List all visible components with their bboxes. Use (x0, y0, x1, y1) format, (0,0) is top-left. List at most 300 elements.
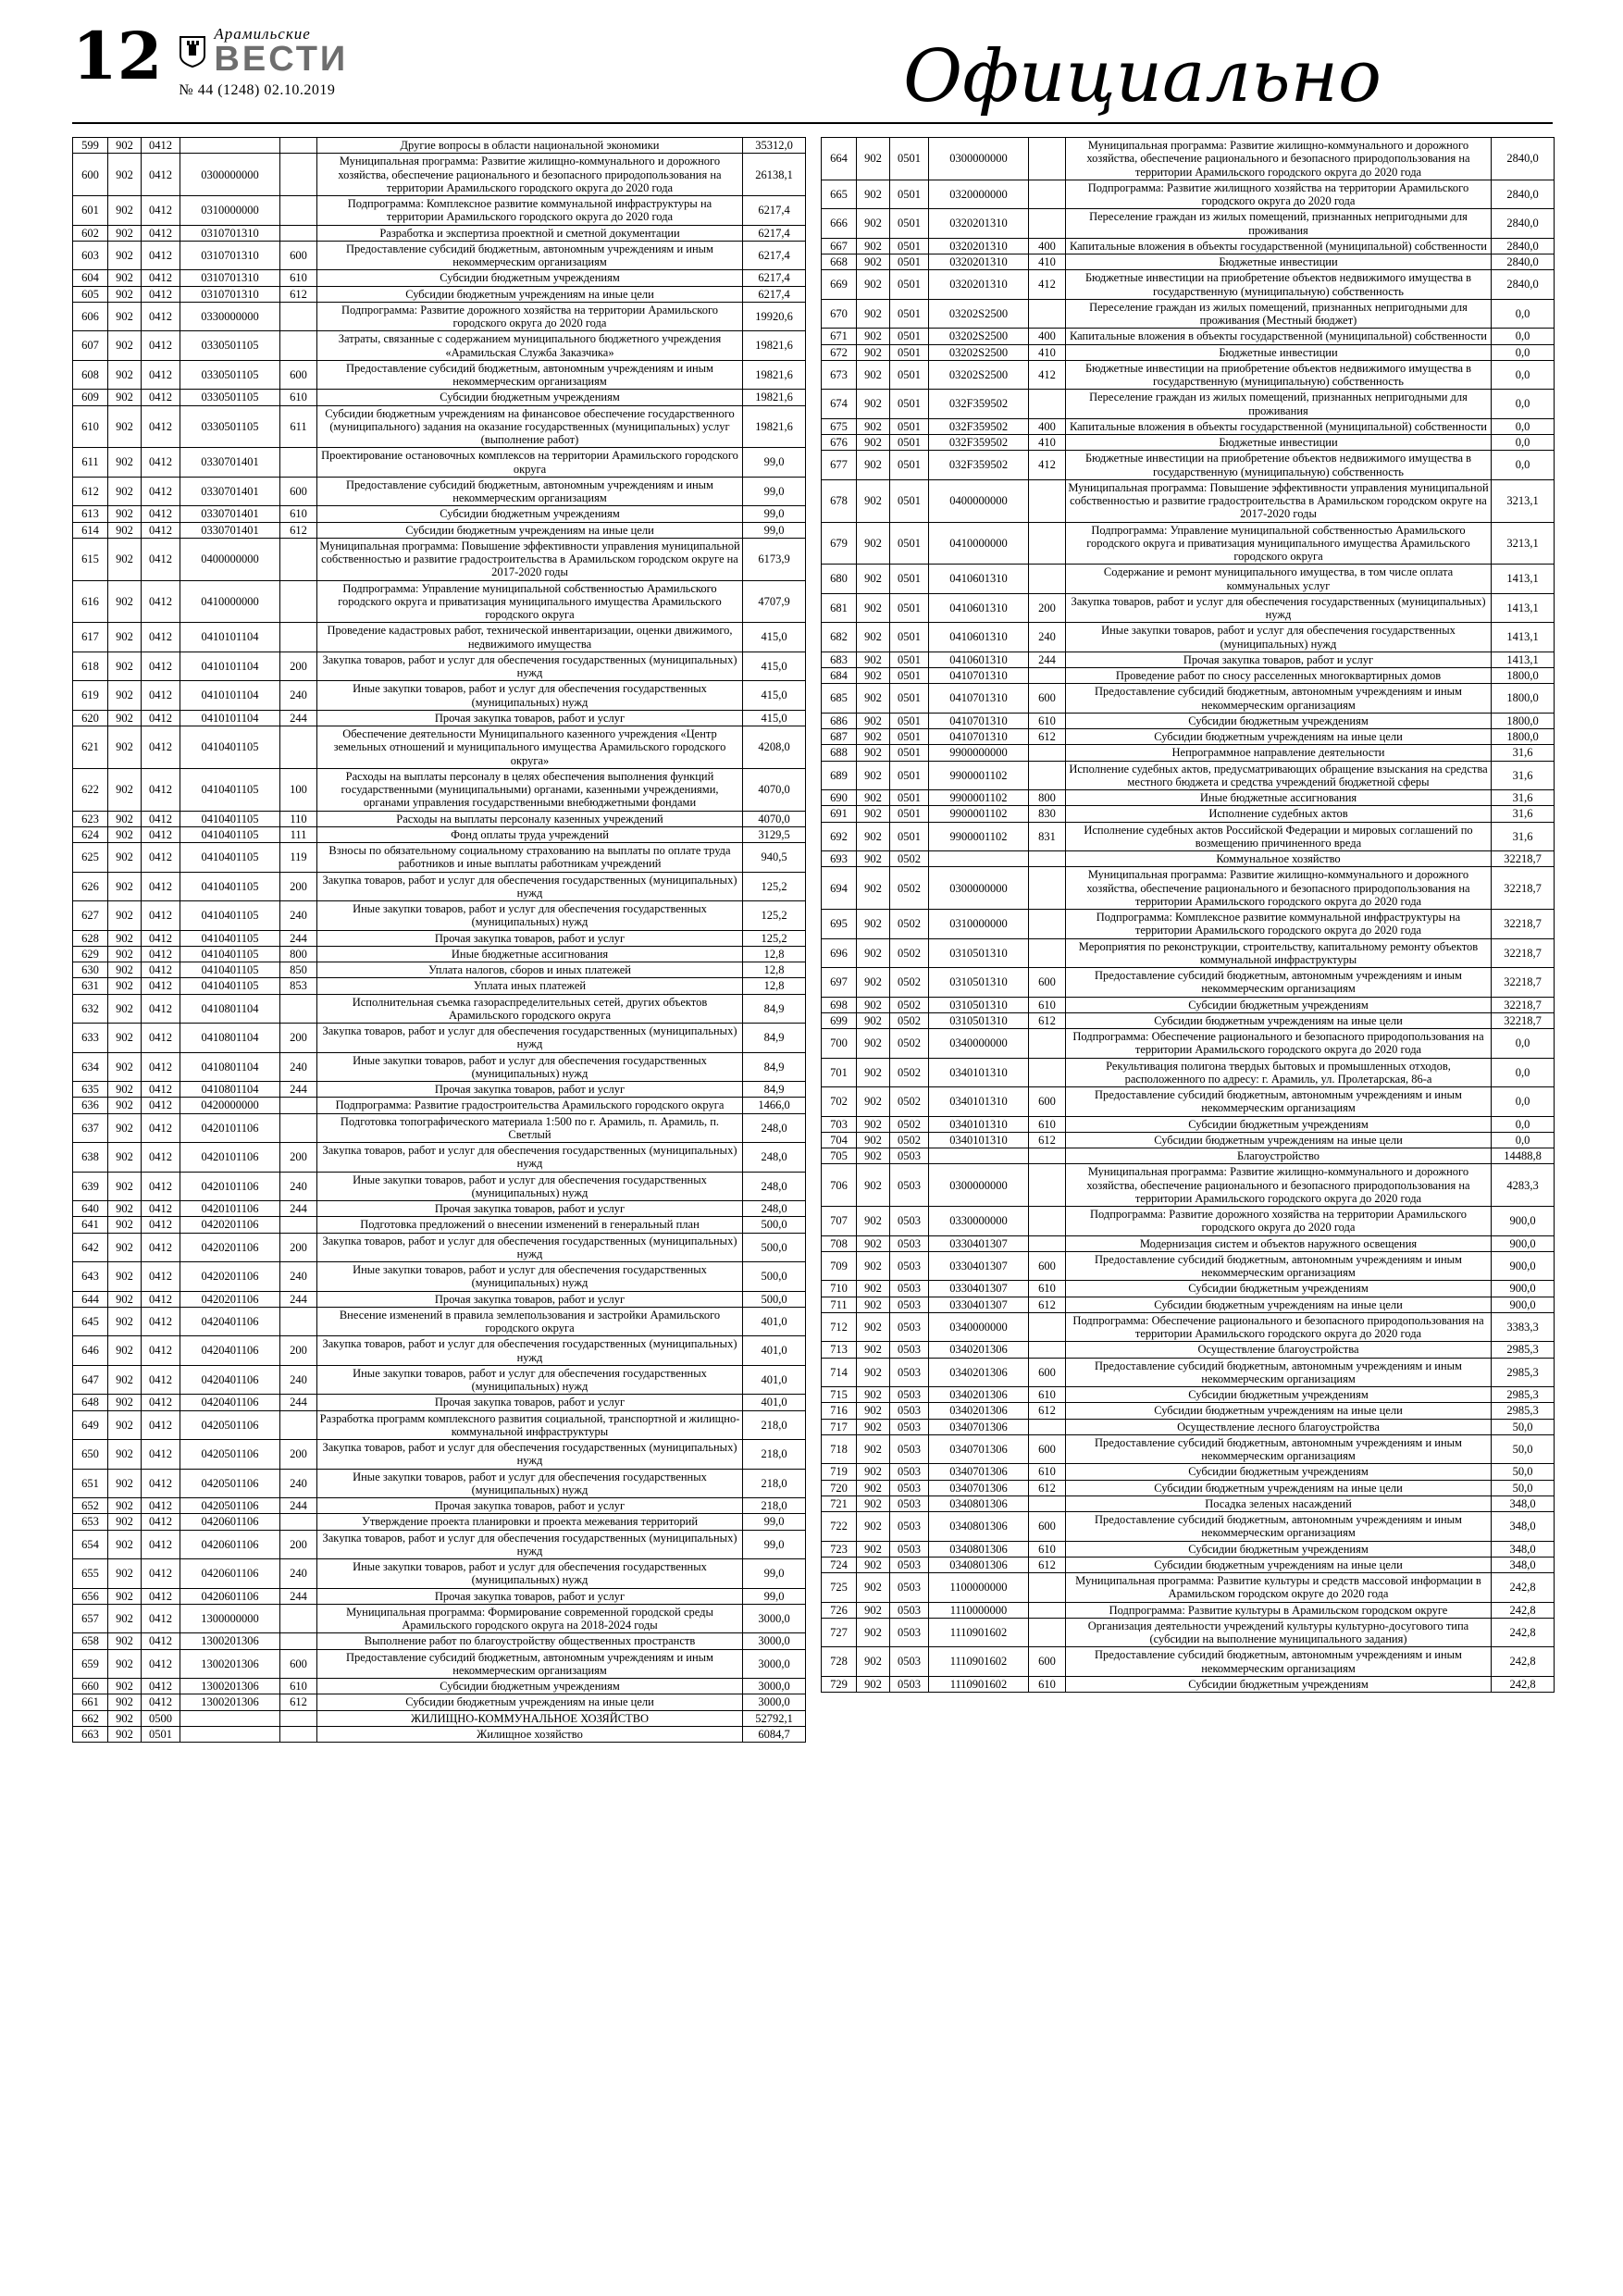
table-row (822, 822, 1555, 851)
cell-target-article: 0330701401 (180, 506, 280, 522)
cell-target-article: 0420101106 (180, 1113, 280, 1143)
table-row (822, 1358, 1555, 1387)
cell-grbs-code: 902 (108, 1710, 142, 1726)
cell-grbs-code: 902 (108, 405, 142, 448)
cell-expense-type (1029, 1164, 1066, 1207)
cell-target-article: 0420101106 (180, 1201, 280, 1217)
cell-row-no: 708 (822, 1235, 857, 1251)
cell-row-no: 698 (822, 997, 857, 1012)
cell-target-article: 0340201306 (929, 1358, 1029, 1387)
cell-name: Иные закупки товаров, работ и услуг для обеспечения государственных (муниципальных) нужд (317, 901, 743, 931)
cell-expense-type: 600 (1029, 1647, 1066, 1677)
cell-row-no: 631 (73, 978, 108, 994)
cell-expense-type (280, 196, 317, 226)
cell-row-no: 700 (822, 1029, 857, 1059)
table-row (73, 872, 806, 901)
cell-name: Муниципальная программа: Повышение эффективности управления муниципальной собственностью и развитие градостроительства в Арамильском городском округе на 2017-2020 годы (1066, 479, 1492, 522)
cell-name: Предоставление субсидий бюджетным, автономным учреждениям и иным некоммерческим организациям (317, 477, 743, 506)
cell-name: Уплата налогов, сборов и иных платежей (317, 962, 743, 978)
cell-section-code: 0501 (890, 138, 929, 180)
cell-section-code: 0412 (142, 811, 180, 826)
cell-section-code: 0503 (890, 1207, 929, 1236)
cell-target-article: 0300000000 (180, 154, 280, 196)
cell-expense-type: 600 (280, 241, 317, 270)
cell-name: Проведение работ по сносу расселенных многоквартирных домов (1066, 668, 1492, 684)
page-header (72, 18, 1553, 118)
table-row (73, 681, 806, 711)
cell-section-code: 0412 (142, 826, 180, 842)
cell-amount: 500,0 (743, 1233, 806, 1262)
cell-row-no: 688 (822, 745, 857, 761)
cell-amount: 401,0 (743, 1307, 806, 1336)
table-row (73, 1410, 806, 1440)
cell-amount: 3000,0 (743, 1694, 806, 1710)
cell-section-code: 0412 (142, 1098, 180, 1113)
cell-name: Разработка программ комплексного развития социальной, транспортной и жилищно-коммунальной инфраструктуры (317, 1410, 743, 1440)
cell-name: Муниципальная программа: Повышение эффективности управления муниципальной собственностью и развитие градостроительства в Арамильском городском округе на 2017-2020 годы (317, 538, 743, 580)
cell-target-article (180, 1710, 280, 1726)
cell-row-no: 658 (73, 1633, 108, 1649)
cell-name: Субсидии бюджетным учреждениям на финансовое обеспечение государственного (муниципального) задания на оказание государственных (муниципальных) услуг (выполнение работ) (317, 405, 743, 448)
cell-name: Затраты, связанные с содержанием муниципального бюджетного учреждения «Арамильская Служба Заказчика» (317, 331, 743, 361)
table-row (73, 405, 806, 448)
cell-target-article: 0340101310 (929, 1132, 1029, 1148)
cell-expense-type: 200 (280, 872, 317, 901)
table-row (822, 1012, 1555, 1028)
cell-grbs-code: 902 (857, 968, 890, 998)
cell-target-article: 0340801306 (929, 1541, 1029, 1557)
cell-grbs-code: 902 (857, 180, 890, 209)
cell-row-no: 683 (822, 652, 857, 667)
cell-expense-type: 610 (280, 270, 317, 286)
cell-amount: 1800,0 (1492, 713, 1555, 728)
cell-expense-type (1029, 479, 1066, 522)
cell-section-code: 0503 (890, 1251, 929, 1281)
cell-row-no: 657 (73, 1604, 108, 1633)
cell-amount: 3213,1 (1492, 479, 1555, 522)
cell-amount: 3000,0 (743, 1679, 806, 1694)
cell-section-code: 0501 (890, 522, 929, 565)
table-row (73, 580, 806, 623)
cell-name: Субсидии бюджетным учреждениям (1066, 1116, 1492, 1132)
cell-grbs-code: 902 (108, 1365, 142, 1395)
cell-grbs-code: 902 (108, 1262, 142, 1292)
cell-name: Подпрограмма: Комплексное развитие коммунальной инфраструктуры на территории Арамильского городского округа до 2020 года (317, 196, 743, 226)
cell-section-code: 0502 (890, 997, 929, 1012)
cell-grbs-code: 902 (108, 962, 142, 978)
cell-row-no: 603 (73, 241, 108, 270)
cell-amount: 242,8 (1492, 1573, 1555, 1603)
cell-expense-type (280, 154, 317, 196)
cell-row-no: 687 (822, 729, 857, 745)
cell-expense-type (1029, 1419, 1066, 1434)
cell-target-article: 0410601310 (929, 623, 1029, 652)
cell-amount: 0,0 (1492, 1058, 1555, 1087)
cell-section-code: 0503 (890, 1618, 929, 1647)
cell-expense-type: 240 (280, 1262, 317, 1292)
cell-expense-type (280, 1604, 317, 1633)
cell-name: Субсидии бюджетным учреждениям на иные цели (1066, 1480, 1492, 1496)
cell-amount: 6217,4 (743, 225, 806, 241)
cell-expense-type (1029, 1058, 1066, 1087)
cell-expense-type: 610 (1029, 1116, 1066, 1132)
cell-name: Прочая закупка товаров, работ и услуг (317, 710, 743, 726)
cell-name: Переселение граждан из жилых помещений, признанных непригодными для проживания (Местный бюджет) (1066, 299, 1492, 329)
cell-row-no: 690 (822, 790, 857, 806)
table-row (822, 652, 1555, 667)
cell-name: Субсидии бюджетным учреждениям (317, 506, 743, 522)
table-row (73, 477, 806, 506)
table-row (822, 435, 1555, 451)
cell-amount: 1800,0 (1492, 729, 1555, 745)
cell-name: Капитальные вложения в объекты государственной (муниципальной) собственности (1066, 238, 1492, 254)
cell-section-code: 0503 (890, 1358, 929, 1387)
cell-amount: 500,0 (743, 1217, 806, 1233)
cell-section-code: 0412 (142, 1217, 180, 1233)
cell-amount: 900,0 (1492, 1251, 1555, 1281)
cell-row-no: 606 (73, 302, 108, 331)
cell-section-code: 0501 (890, 254, 929, 270)
cell-amount: 0,0 (1492, 1029, 1555, 1059)
cell-section-code: 0412 (142, 1410, 180, 1440)
cell-expense-type (280, 994, 317, 1024)
cell-target-article (929, 1148, 1029, 1164)
cell-target-article: 9900001102 (929, 822, 1029, 851)
cell-grbs-code: 902 (108, 1113, 142, 1143)
table-row (822, 390, 1555, 419)
cell-target-article: 0330000000 (180, 302, 280, 331)
cell-target-article: 0330501105 (180, 331, 280, 361)
cell-section-code: 0501 (890, 238, 929, 254)
cell-grbs-code: 902 (108, 710, 142, 726)
cell-grbs-code: 902 (857, 1434, 890, 1464)
cell-target-article: 0410601310 (929, 652, 1029, 667)
table-row (73, 331, 806, 361)
cell-name: Муниципальная программа: Развитие жилищно-коммунального и дорожного хозяйства, обеспечение рационального и безопасного природопользования на территории Арамильского городского округа до 2020 года (1066, 867, 1492, 910)
cell-expense-type: 240 (280, 1052, 317, 1082)
cell-target-article: 0340801306 (929, 1557, 1029, 1572)
cell-expense-type: 612 (1029, 1132, 1066, 1148)
cell-row-no: 685 (822, 684, 857, 714)
cell-expense-type (1029, 1148, 1066, 1164)
cell-target-article: 0410601310 (929, 593, 1029, 623)
cell-name: Закупка товаров, работ и услуг для обеспечения государственных (муниципальных) нужд (317, 1440, 743, 1470)
cell-row-no: 659 (73, 1649, 108, 1679)
cell-grbs-code: 902 (108, 1649, 142, 1679)
cell-row-no: 643 (73, 1262, 108, 1292)
cell-name: Проведение кадастровых работ, технической инвентаризации, оценки движимого, недвижимого имущества (317, 623, 743, 652)
cell-section-code: 0412 (142, 154, 180, 196)
cell-amount: 3000,0 (743, 1649, 806, 1679)
cell-target-article: 032F359502 (929, 390, 1029, 419)
cell-row-no: 666 (822, 209, 857, 239)
cell-section-code: 0412 (142, 1440, 180, 1470)
cell-row-no: 616 (73, 580, 108, 623)
cell-name: Взносы по обязательному социальному страхованию на выплаты по оплате труда работников и иные выплаты работникам учреждений (317, 843, 743, 873)
cell-target-article: 0310701310 (180, 286, 280, 302)
cell-expense-type (1029, 867, 1066, 910)
table-row (73, 506, 806, 522)
cell-amount: 31,6 (1492, 790, 1555, 806)
table-row (73, 1217, 806, 1233)
cell-section-code: 0412 (142, 623, 180, 652)
cell-section-code: 0502 (890, 910, 929, 939)
cell-grbs-code: 902 (857, 997, 890, 1012)
cell-amount: 19821,6 (743, 405, 806, 448)
cell-name: Исполнение судебных актов, предусматривающих обращение взыскания на средства местного бюджета и средства учреждений бюджетной сферы (1066, 761, 1492, 790)
cell-row-no: 679 (822, 522, 857, 565)
cell-expense-type: 244 (280, 1498, 317, 1514)
cell-amount: 50,0 (1492, 1464, 1555, 1480)
cell-grbs-code: 902 (108, 978, 142, 994)
cell-amount: 500,0 (743, 1291, 806, 1307)
cell-target-article: 0410401105 (180, 726, 280, 769)
cell-name: Прочая закупка товаров, работ и услуг (317, 1395, 743, 1410)
cell-expense-type: 200 (280, 1143, 317, 1173)
cell-row-no: 660 (73, 1679, 108, 1694)
cell-target-article: 032F359502 (929, 435, 1029, 451)
cell-row-no: 617 (73, 623, 108, 652)
cell-row-no: 673 (822, 360, 857, 390)
cell-row-no: 634 (73, 1052, 108, 1082)
table-row (73, 962, 806, 978)
cell-section-code: 0412 (142, 1336, 180, 1366)
table-row (73, 726, 806, 769)
cell-amount: 1413,1 (1492, 565, 1555, 594)
budget-table-columns (72, 137, 1553, 1743)
cell-row-no: 626 (73, 872, 108, 901)
cell-expense-type: 244 (280, 1082, 317, 1098)
cell-expense-type (1029, 1029, 1066, 1059)
cell-row-no: 684 (822, 668, 857, 684)
cell-name: Предоставление субсидий бюджетным, автономным учреждениям и иным некоммерческим организациям (1066, 1512, 1492, 1542)
cell-name: Субсидии бюджетным учреждениям (1066, 1676, 1492, 1692)
cell-amount: 35312,0 (743, 138, 806, 154)
cell-row-no: 721 (822, 1496, 857, 1511)
cell-amount: 31,6 (1492, 806, 1555, 822)
cell-target-article: 0330501105 (180, 405, 280, 448)
cell-target-article: 0340801306 (929, 1496, 1029, 1511)
cell-expense-type: 600 (1029, 1087, 1066, 1117)
cell-row-no: 676 (822, 435, 857, 451)
cell-row-no: 640 (73, 1201, 108, 1217)
cell-name: Подпрограмма: Развитие градостроительства Арамильского городского округа (317, 1098, 743, 1113)
cell-target-article: 9900000000 (929, 745, 1029, 761)
cell-target-article: 0410401105 (180, 978, 280, 994)
cell-amount: 0,0 (1492, 390, 1555, 419)
table-row (822, 479, 1555, 522)
table-row (73, 1633, 806, 1649)
cell-amount: 84,9 (743, 1052, 806, 1082)
issue-info: № 44 (1248) 02.10.2019 (179, 82, 336, 98)
table-row (822, 668, 1555, 684)
cell-name: Рекультивация полигона твердых бытовых и промышленных отходов, расположенного по адресу: г. Арамиль, ул. Пролетарская, 86-а (1066, 1058, 1492, 1087)
cell-row-no: 622 (73, 768, 108, 811)
cell-section-code: 0412 (142, 302, 180, 331)
cell-amount: 84,9 (743, 994, 806, 1024)
cell-name: Утверждение проекта планировки и проекта межевания территорий (317, 1514, 743, 1530)
cell-grbs-code: 902 (108, 270, 142, 286)
cell-amount: 0,0 (1492, 329, 1555, 344)
table-row (822, 1464, 1555, 1480)
cell-section-code: 0503 (890, 1342, 929, 1358)
table-row (73, 138, 806, 154)
cell-target-article: 0410101104 (180, 652, 280, 681)
table-row (73, 196, 806, 226)
cell-amount: 32218,7 (1492, 968, 1555, 998)
cell-section-code: 0412 (142, 1082, 180, 1098)
cell-target-article: 0410101104 (180, 681, 280, 711)
cell-target-article: 0330701401 (180, 522, 280, 538)
cell-expense-type (1029, 299, 1066, 329)
cell-grbs-code: 902 (108, 1633, 142, 1649)
cell-name: Выполнение работ по благоустройству общественных пространств (317, 1633, 743, 1649)
cell-expense-type: 853 (280, 978, 317, 994)
cell-target-article: 9900001102 (929, 761, 1029, 790)
cell-row-no: 627 (73, 901, 108, 931)
cell-name: Подпрограмма: Развитие дорожного хозяйства на территории Арамильского городского округа до 2020 года (317, 302, 743, 331)
cell-section-code: 0501 (890, 565, 929, 594)
cell-expense-type: 612 (1029, 1297, 1066, 1312)
cell-target-article: 0410701310 (929, 729, 1029, 745)
cell-row-no: 729 (822, 1676, 857, 1692)
table-row (822, 997, 1555, 1012)
cell-name: Субсидии бюджетным учреждениям (1066, 713, 1492, 728)
cell-grbs-code: 902 (857, 1148, 890, 1164)
table-row (73, 811, 806, 826)
cell-grbs-code: 902 (857, 479, 890, 522)
cell-target-article: 0400000000 (180, 538, 280, 580)
cell-expense-type: 612 (1029, 729, 1066, 745)
cell-target-article: 0340201306 (929, 1342, 1029, 1358)
cell-expense-type: 831 (1029, 822, 1066, 851)
cell-amount: 4208,0 (743, 726, 806, 769)
cell-target-article: 0330701401 (180, 448, 280, 478)
cell-name: Субсидии бюджетным учреждениям на иные цели (1066, 1297, 1492, 1312)
cell-target-article: 0330401307 (929, 1297, 1029, 1312)
cell-target-article: 03202S2500 (929, 329, 1029, 344)
cell-row-no: 630 (73, 962, 108, 978)
cell-target-article: 1100000000 (929, 1573, 1029, 1603)
cell-amount: 2840,0 (1492, 209, 1555, 239)
cell-grbs-code: 902 (108, 1498, 142, 1514)
cell-amount: 2840,0 (1492, 254, 1555, 270)
cell-expense-type (1029, 1235, 1066, 1251)
cell-section-code: 0412 (142, 390, 180, 405)
cell-target-article: 0320201310 (929, 209, 1029, 239)
cell-amount: 6217,4 (743, 270, 806, 286)
cell-name: Подготовка предложений о внесении изменений в генеральный план (317, 1217, 743, 1233)
cell-grbs-code: 902 (857, 652, 890, 667)
cell-name: Обеспечение деятельности Муниципального казенного учреждения «Центр земельных отношений и муниципального имущества Арамильского городского округа» (317, 726, 743, 769)
cell-target-article: 0340701306 (929, 1434, 1029, 1464)
cell-amount: 32218,7 (1492, 997, 1555, 1012)
cell-section-code: 0412 (142, 681, 180, 711)
cell-amount: 19821,6 (743, 360, 806, 390)
cell-grbs-code: 902 (108, 1559, 142, 1589)
cell-amount: 900,0 (1492, 1207, 1555, 1236)
section-title: Официально (903, 35, 1381, 118)
cell-target-article: 03202S2500 (929, 344, 1029, 360)
cell-amount: 0,0 (1492, 1132, 1555, 1148)
cell-grbs-code: 902 (857, 1419, 890, 1434)
cell-grbs-code: 902 (108, 1201, 142, 1217)
table-row (73, 1604, 806, 1633)
cell-section-code: 0412 (142, 710, 180, 726)
cell-section-code: 0412 (142, 1143, 180, 1173)
cell-expense-type: 244 (280, 1201, 317, 1217)
cell-amount: 6173,9 (743, 538, 806, 580)
table-row (822, 729, 1555, 745)
cell-section-code: 0501 (890, 418, 929, 434)
cell-expense-type (1029, 761, 1066, 790)
cell-row-no: 667 (822, 238, 857, 254)
cell-target-article: 0340000000 (929, 1029, 1029, 1059)
cell-section-code: 0501 (890, 745, 929, 761)
table-row (73, 154, 806, 196)
table-row (822, 1164, 1555, 1207)
cell-amount: 0,0 (1492, 418, 1555, 434)
cell-amount: 12,8 (743, 978, 806, 994)
cell-section-code: 0412 (142, 1530, 180, 1559)
cell-target-article: 0310501310 (929, 968, 1029, 998)
cell-expense-type: 200 (280, 1233, 317, 1262)
table-row (73, 843, 806, 873)
table-row (822, 1573, 1555, 1603)
cell-target-article: 1300201306 (180, 1633, 280, 1649)
cell-target-article (180, 1726, 280, 1742)
cell-grbs-code: 902 (857, 623, 890, 652)
cell-grbs-code: 902 (857, 1012, 890, 1028)
cell-section-code: 0412 (142, 872, 180, 901)
cell-grbs-code: 902 (108, 1233, 142, 1262)
table-row (822, 761, 1555, 790)
cell-name: Субсидии бюджетным учреждениям (1066, 1464, 1492, 1480)
table-row (73, 302, 806, 331)
cell-expense-type: 600 (280, 477, 317, 506)
cell-amount: 218,0 (743, 1410, 806, 1440)
cell-target-article: 0420401106 (180, 1365, 280, 1395)
cell-section-code: 0503 (890, 1512, 929, 1542)
cell-expense-type (280, 1098, 317, 1113)
cell-section-code: 0501 (890, 822, 929, 851)
cell-name: Переселение граждан из жилых помещений, признанных непригодными для проживания (1066, 390, 1492, 419)
cell-target-article: 1110901602 (929, 1647, 1029, 1677)
cell-row-no: 723 (822, 1541, 857, 1557)
cell-section-code: 0412 (142, 241, 180, 270)
table-row (73, 1024, 806, 1053)
cell-grbs-code: 902 (857, 329, 890, 344)
cell-name: Закупка товаров, работ и услуг для обеспечения государственных (муниципальных) нужд (317, 652, 743, 681)
cell-section-code: 0412 (142, 1604, 180, 1633)
table-row (822, 713, 1555, 728)
cell-name: Субсидии бюджетным учреждениям на иные цели (1066, 1403, 1492, 1419)
cell-section-code: 0412 (142, 1172, 180, 1201)
table-row (73, 1113, 806, 1143)
cell-grbs-code: 902 (857, 1480, 890, 1496)
cell-amount: 2985,3 (1492, 1403, 1555, 1419)
table-row (73, 1233, 806, 1262)
cell-amount: 1413,1 (1492, 623, 1555, 652)
cell-name: Закупка товаров, работ и услуг для обеспечения государственных (муниципальных) нужд (317, 1336, 743, 1366)
cell-amount: 31,6 (1492, 822, 1555, 851)
cell-name: Подпрограмма: Управление муниципальной собственностью Арамильского городского округа и приватизация муниципального имущества Арамильского городского округа (1066, 522, 1492, 565)
cell-amount: 242,8 (1492, 1602, 1555, 1618)
cell-grbs-code: 902 (857, 1297, 890, 1312)
cell-target-article (180, 138, 280, 154)
cell-grbs-code: 902 (108, 522, 142, 538)
cell-amount: 4070,0 (743, 811, 806, 826)
